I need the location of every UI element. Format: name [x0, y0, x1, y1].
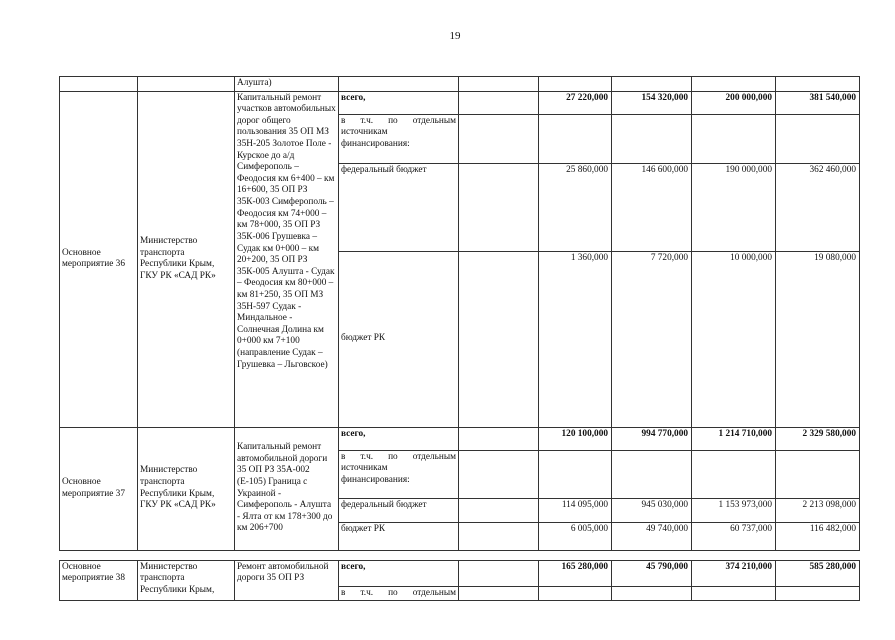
table-cell [776, 77, 860, 92]
table-cell [459, 560, 539, 586]
value-cell: 120 100,000 [539, 427, 612, 450]
activity-description: Капитальный ремонт автомобильной дороги 35 ОП РЗ 35А-002 (Е-105) Граница с Украиной - Симферополь - Алушта - Ялта от км 178+300 до км 206+700 [235, 427, 339, 550]
value-cell [612, 586, 692, 601]
activity-description: Капитальный ремонт участков автомобильных дорог общего пользования 35 ОП МЗ 35Н-205 Золотое Поле - Курское до а/д Симферополь – Феодосия км 6+400 – км 16+600, 35 ОП РЗ 35К-003 Симферополь – Феодосия км 74+000 – км 78+000, 35 ОП РЗ 35К-006 Грушевка – Судак км 0+000 – км 20+200, 35 ОП РЗ 35К-005 Алушта - Судак – Феодосия км 80+000 – км 81+250, 35 ОП МЗ 35Н-597 Судак - Миндальное - Солнечная Долина км 0+000 км 7+100 (направление Судак – Грушевка – Льговское) [235, 91, 339, 427]
table-row [60, 427, 860, 450]
value-cell [776, 114, 860, 163]
activity-name: Основное мероприятие 37 [60, 427, 138, 550]
value-cell: 200 000,000 [692, 91, 776, 114]
value-cell: 19 080,000 [776, 251, 860, 427]
table-cell [459, 163, 539, 251]
value-cell: 1 214 710,000 [692, 427, 776, 450]
value-cell: 27 220,000 [539, 91, 612, 114]
value-cell: 1 153 973,000 [692, 498, 776, 522]
table-cell [60, 77, 138, 92]
value-cell [692, 114, 776, 163]
value-cell: 6 005,000 [539, 522, 612, 550]
source-label: в т.ч. по отдельным источникам финансирования: [339, 450, 459, 498]
value-cell: 7 720,000 [612, 251, 692, 427]
source-label: в т.ч. по отдельным источникам финансирования: [339, 114, 459, 163]
value-cell: 45 790,000 [612, 560, 692, 586]
value-cell: 2 213 098,000 [776, 498, 860, 522]
value-cell: 114 095,000 [539, 498, 612, 522]
value-cell: 10 000,000 [692, 251, 776, 427]
table-row [60, 91, 860, 114]
activity-name: Основное мероприятие 36 [60, 91, 138, 427]
table-cell [612, 77, 692, 92]
value-cell: 116 482,000 [776, 522, 860, 550]
value-cell [539, 114, 612, 163]
value-cell: 49 740,000 [612, 522, 692, 550]
value-cell: 165 280,000 [539, 560, 612, 586]
value-cell: 190 000,000 [692, 163, 776, 251]
table-row [60, 560, 860, 586]
table-cell [459, 450, 539, 498]
value-cell [776, 450, 860, 498]
table-cell [459, 251, 539, 427]
table-cell [459, 77, 539, 92]
table-cell [459, 427, 539, 450]
program-table [59, 76, 860, 601]
value-cell: 2 329 580,000 [776, 427, 860, 450]
value-cell [539, 586, 612, 601]
source-label: в т.ч. по отдельным [339, 586, 459, 601]
source-label: бюджет РК [339, 522, 459, 550]
carryover-text: Алушта) [235, 77, 339, 92]
value-cell [612, 450, 692, 498]
value-cell: 381 540,000 [776, 91, 860, 114]
page-number: 19 [449, 30, 461, 42]
value-cell: 1 360,000 [539, 251, 612, 427]
source-label: федеральный бюджет [339, 498, 459, 522]
table-cell [459, 91, 539, 114]
value-cell: 146 600,000 [612, 163, 692, 251]
source-label: федеральный бюджет [339, 163, 459, 251]
table-cell [459, 114, 539, 163]
value-cell: 585 280,000 [776, 560, 860, 586]
value-cell [539, 450, 612, 498]
table-cell [692, 77, 776, 92]
table-cell [339, 77, 459, 92]
table-cell [459, 586, 539, 601]
value-cell [776, 586, 860, 601]
table-cell [539, 77, 612, 92]
source-label: всего, [339, 560, 459, 586]
table-row [60, 77, 860, 92]
value-cell [612, 114, 692, 163]
table-row-spacer [60, 550, 860, 560]
value-cell: 945 030,000 [612, 498, 692, 522]
value-cell [692, 586, 776, 601]
source-label: бюджет РК [339, 251, 459, 427]
activity-description: Ремонт автомобильной дороги 35 ОП РЗ [235, 560, 339, 601]
value-cell: 60 737,000 [692, 522, 776, 550]
table-cell [459, 498, 539, 522]
value-cell: 994 770,000 [612, 427, 692, 450]
activity-name: Основное мероприятие 38 [60, 560, 138, 601]
value-cell: 25 860,000 [539, 163, 612, 251]
activity-executor: Министерство транспорта Республики Крым, [138, 560, 235, 601]
value-cell: 362 460,000 [776, 163, 860, 251]
activity-executor: Министерство транспорта Республики Крым, ГКУ РК «САД РК» [138, 91, 235, 427]
table-cell [459, 522, 539, 550]
source-label: всего, [339, 427, 459, 450]
source-label: всего, [339, 91, 459, 114]
table-cell [138, 77, 235, 92]
value-cell: 374 210,000 [692, 560, 776, 586]
value-cell: 154 320,000 [612, 91, 692, 114]
activity-executor: Министерство транспорта Республики Крым, ГКУ РК «САД РК» [138, 427, 235, 550]
value-cell [692, 450, 776, 498]
